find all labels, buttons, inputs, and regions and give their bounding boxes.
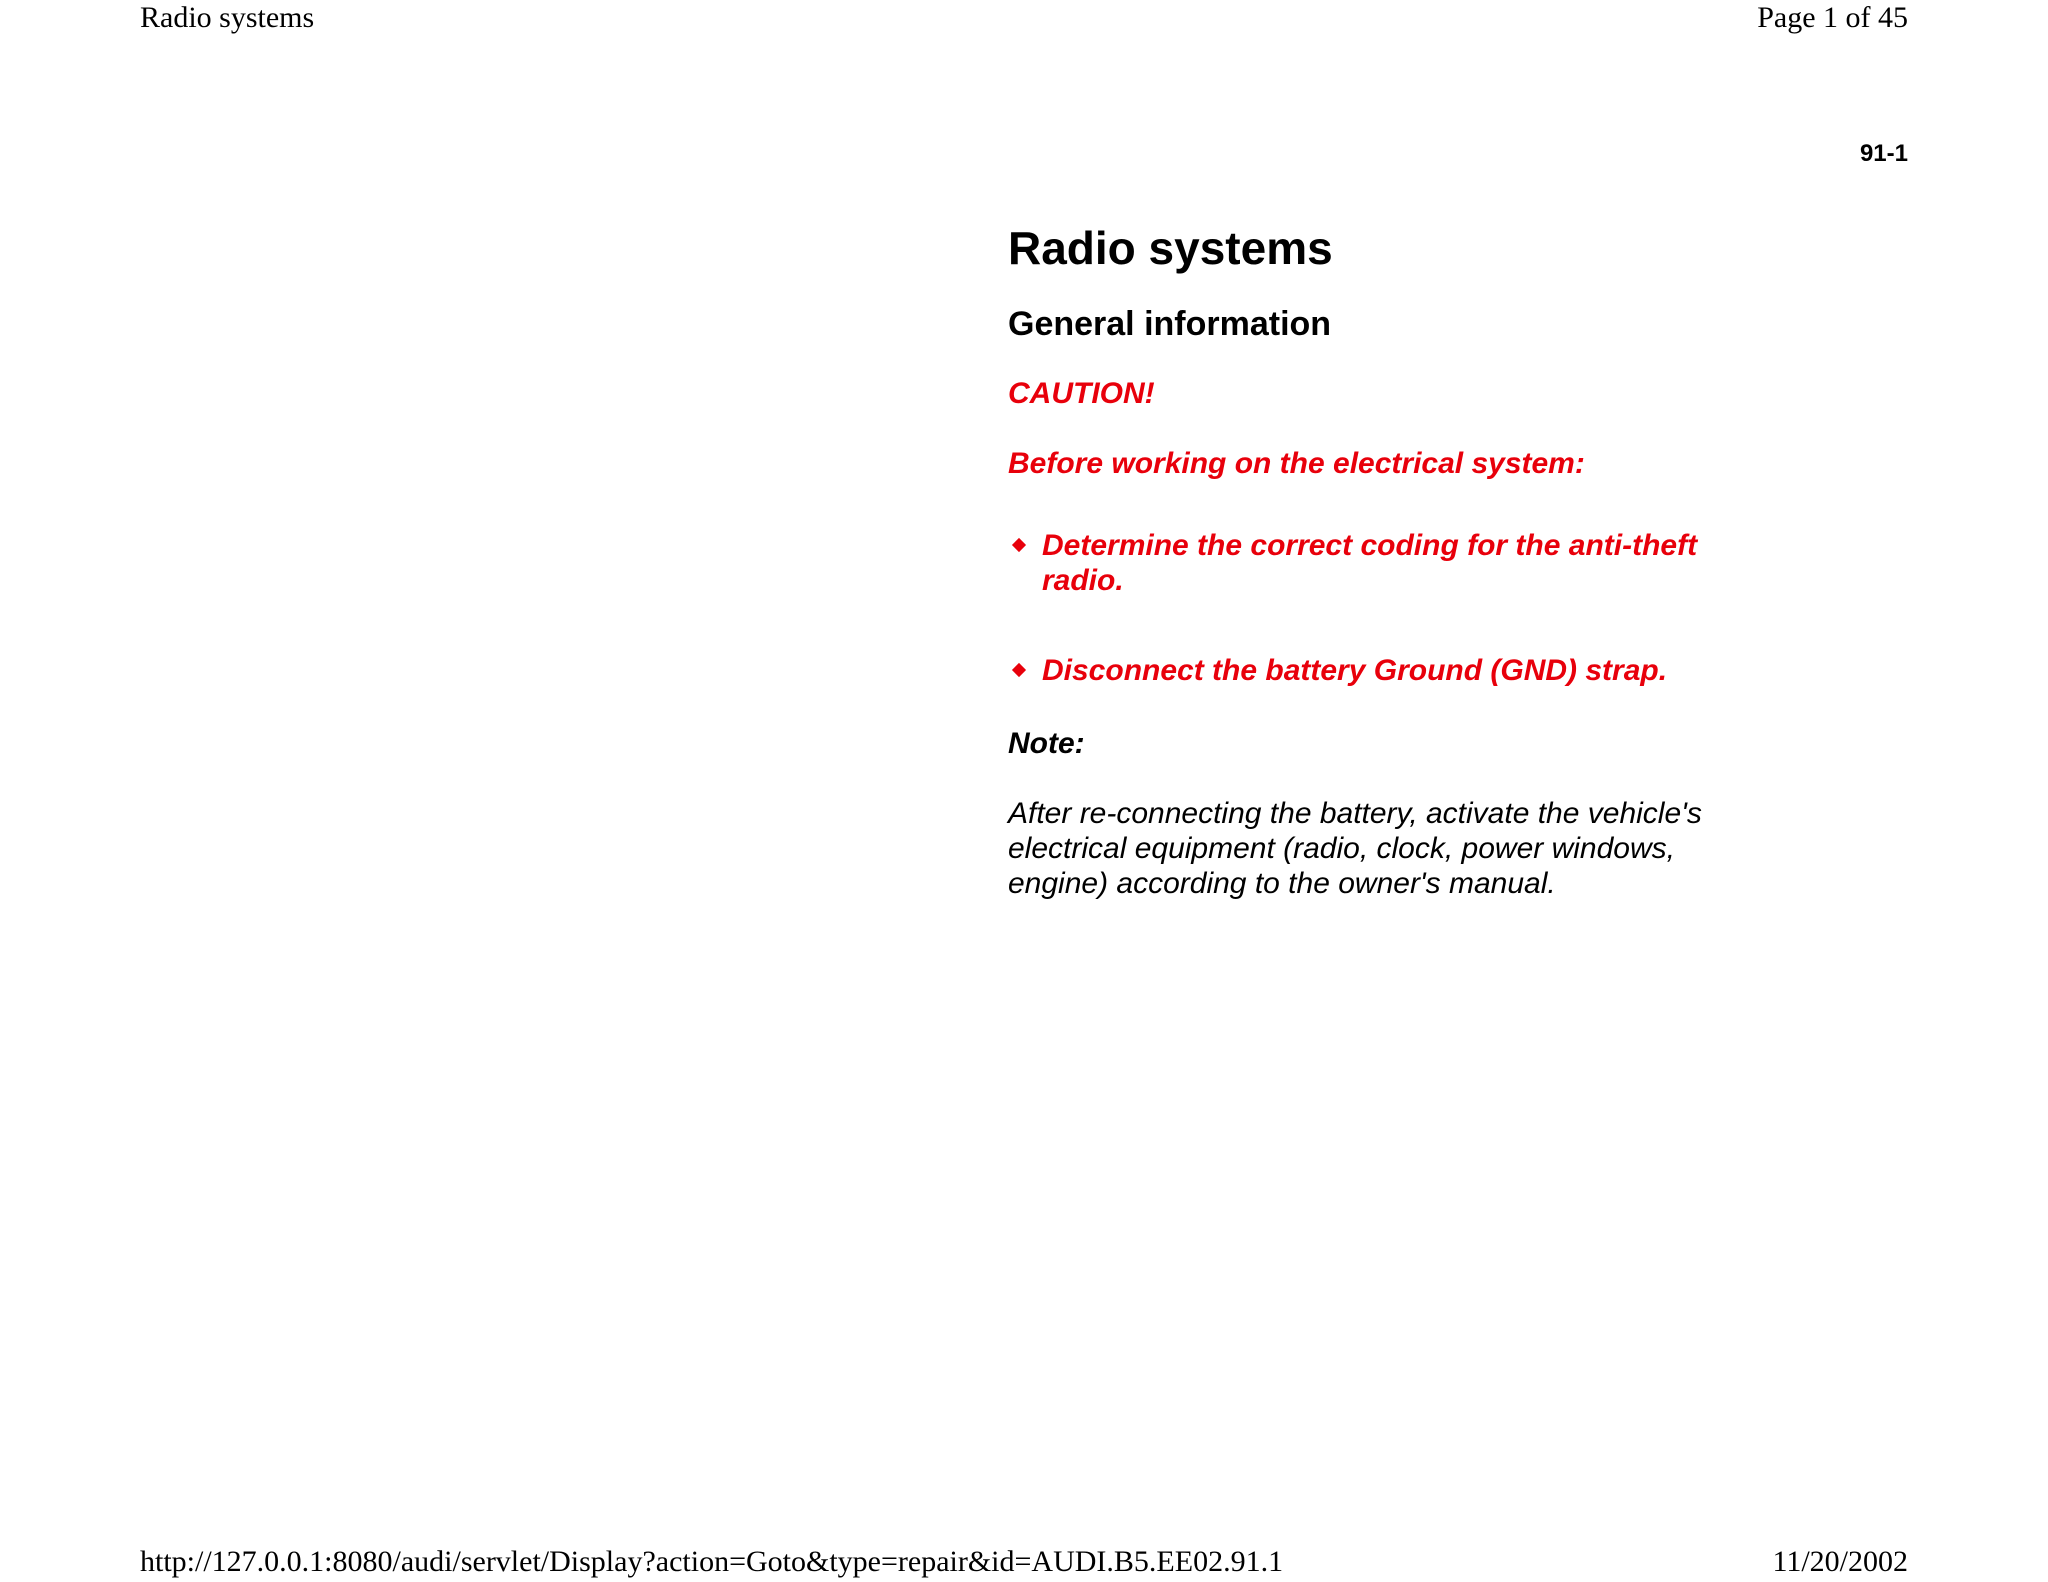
diamond-bullet-icon bbox=[1012, 538, 1026, 552]
section-code: 91-1 bbox=[1859, 140, 1908, 167]
note-text: After re-connecting the battery, activate the vehicle's electrical equipment (radio, clock, power windows, engine) according to the owner's manual. bbox=[1008, 797, 1702, 900]
caution-intro: Before working on the electrical system: bbox=[1008, 447, 1585, 480]
footer-date: 11/20/2002 bbox=[1772, 1545, 1908, 1578]
caution-heading: CAUTION! bbox=[1008, 377, 1155, 410]
caution-list bbox=[1008, 528, 1728, 688]
header-doc-title: Radio systems bbox=[140, 1, 315, 34]
diamond-bullet-icon bbox=[1012, 663, 1026, 677]
caution-list-item bbox=[1008, 653, 1728, 688]
main-content bbox=[1008, 220, 1728, 901]
page-title: Radio systems bbox=[1008, 222, 1333, 274]
note-label: Note: bbox=[1008, 727, 1085, 760]
caution-list-item-text: Disconnect the battery Ground (GND) strap. bbox=[1042, 654, 1668, 687]
header-page-indicator: Page 1 of 45 bbox=[1757, 1, 1908, 34]
caution-list-item-text: Determine the correct coding for the anti-theft radio. bbox=[1042, 529, 1698, 597]
section-subtitle: General information bbox=[1008, 305, 1332, 343]
footer-url: http://127.0.0.1:8080/audi/servlet/Display?action=Goto&type=repair&id=AUDI.B5.EE02.91.1 bbox=[140, 1545, 1284, 1578]
caution-list-item bbox=[1008, 528, 1728, 598]
